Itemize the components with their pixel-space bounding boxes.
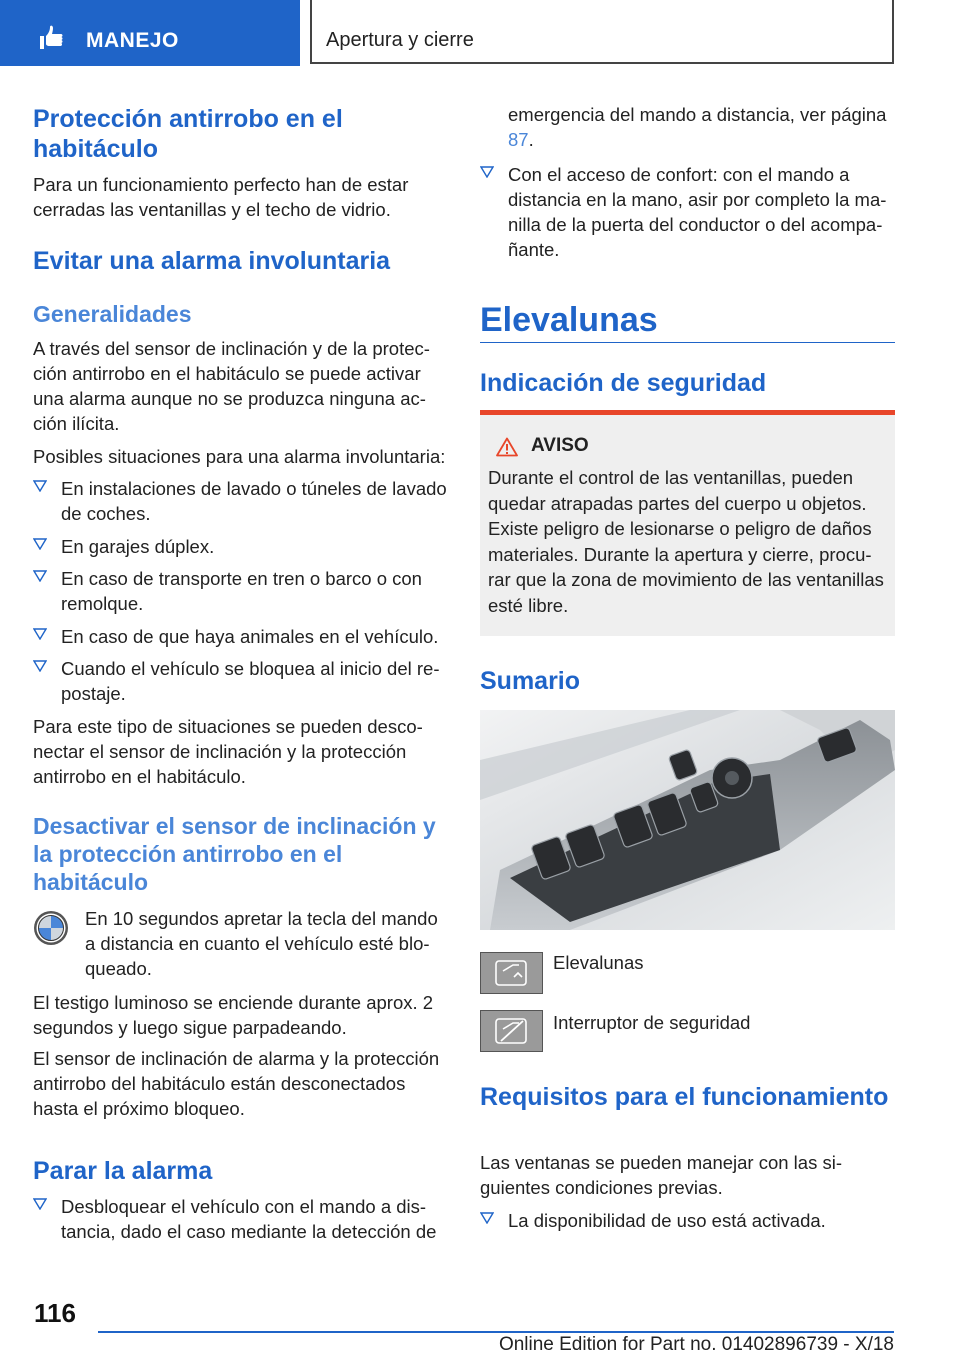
footer-rule — [98, 1331, 894, 1333]
window-switch-icon — [480, 952, 543, 994]
steering-hand-icon — [36, 22, 66, 52]
paragraph-disabled: El sensor de inclinación de alarma y la protección antirrobo del habitáculo están desconectados hasta el próximo bloqueo. — [33, 1048, 440, 1119]
list-item — [33, 656, 448, 706]
list-item — [33, 566, 448, 616]
triangle-bullet-icon — [33, 480, 47, 492]
heading-general: Generalidades — [33, 301, 192, 327]
list-item — [33, 624, 448, 649]
bullet-text: Con el acceso de confort: con el mando a distancia en la mano, asir por completo la manilla de la puerta del conductor o del acompañante. — [508, 164, 887, 260]
triangle-bullet-icon — [480, 1212, 494, 1224]
section-label: MANEJO — [86, 29, 179, 52]
heading-avoid-alarm: Evitar una alarma involuntaria — [33, 247, 391, 275]
bullet-text: En caso de que haya animales en el vehículo. — [61, 626, 439, 647]
triangle-bullet-icon — [33, 1198, 47, 1210]
heading-overview: Sumario — [480, 667, 581, 695]
list-item — [480, 1208, 895, 1233]
section-rule — [480, 342, 895, 343]
paragraph-situations: Posibles situaciones para una alarma involuntaria: — [33, 446, 446, 467]
legend-safety-switch: Interruptor de seguridad — [553, 1012, 751, 1033]
list-item — [33, 476, 448, 526]
warning-title: AVISO — [531, 435, 589, 456]
bullet-text: La disponibilidad de uso está activada. — [508, 1210, 826, 1231]
page-link[interactable]: 87 — [508, 129, 529, 150]
list-item — [480, 162, 895, 262]
heading-requirements: Requisitos para el funcionamiento — [480, 1083, 889, 1111]
triangle-bullet-icon — [33, 570, 47, 582]
bullet-text: En caso de transporte en tren o barco o con remolque. — [61, 568, 422, 614]
continued-text: emergencia del mando a distancia, ver página — [508, 104, 887, 125]
window-switch-photo — [480, 710, 895, 930]
paragraph-deactivate-a — [85, 906, 448, 981]
triangle-bullet-icon — [480, 166, 494, 178]
bmw-key-icon — [33, 910, 69, 946]
paragraph-requirements: Las ventanas se pueden manejar con las siguientes condiciones previas. — [480, 1152, 843, 1198]
paragraph-continued — [508, 102, 895, 152]
heading-windows: Elevalunas — [480, 301, 658, 339]
warning-text: Durante el control de las ventanillas, pueden quedar atrapadas partes del cuerpo u objetos. Existe peligro de lesionarse o peligro de daños materiales. Durante la apertura y cierre, procurar que la zona de movimiento de las ventanillas esté libre. — [488, 467, 884, 616]
warning-icon — [496, 437, 518, 457]
section-tab[interactable] — [0, 0, 300, 66]
paragraph-disconnect: Para este tipo de situaciones se pueden desconectar el sensor de inclinación y la protección antirrobo en el habitáculo. — [33, 716, 423, 787]
bullet-text: En instalaciones de lavado o túneles de lavado de coches. — [61, 478, 447, 524]
paragraph-led: El testigo luminoso se enciende durante aprox. 2 segundos y luego sigue parpadeando. — [33, 992, 434, 1038]
heading-safety: Indicación de seguridad — [480, 369, 767, 397]
list-item — [33, 534, 448, 559]
paragraph-general: A través del sensor de inclinación y de la protección antirrobo en el habitáculo se puede activar una alarma aunque no se produzca ninguna acción ilícita. — [33, 338, 430, 434]
heading-deactivate: Desactivar el sensor de inclinación y la protección antirrobo en el habitáculo — [33, 813, 436, 895]
chapter-title-box — [310, 0, 894, 64]
triangle-bullet-icon — [33, 660, 47, 672]
triangle-bullet-icon — [33, 538, 47, 550]
legend-windows: Elevalunas — [553, 952, 644, 973]
page-number: 116 — [34, 1298, 76, 1328]
page-header — [0, 0, 960, 66]
edition-note: Online Edition for Part no. 01402896739 - X/18 — [498, 1334, 894, 1355]
warning-box — [480, 410, 895, 636]
bullet-text: Desbloquear el vehículo con el mando a distancia, dado el caso mediante la detección de — [61, 1196, 437, 1242]
bullet-text: En garajes dúplex. — [61, 536, 215, 557]
chapter-title: Apertura y cierre — [326, 29, 474, 51]
heading-antitheft: Protección antirrobo en el habitáculo — [33, 105, 343, 163]
list-item — [33, 1194, 448, 1244]
paragraph-deactivate-text: En 10 segundos apretar la tecla del mando a distancia en cuanto el vehículo esté bloqueado. — [85, 908, 438, 979]
paragraph-antitheft: Para un funcionamiento perfecto han de estar cerradas las ventanillas y el techo de vidrio. — [33, 174, 409, 220]
continued-end: . — [528, 129, 534, 150]
safety-switch-icon — [480, 1010, 543, 1052]
triangle-bullet-icon — [33, 628, 47, 640]
heading-stop-alarm: Parar la alarma — [33, 1157, 213, 1185]
bullet-text: Cuando el vehículo se bloquea al inicio del repostaje. — [61, 658, 440, 704]
